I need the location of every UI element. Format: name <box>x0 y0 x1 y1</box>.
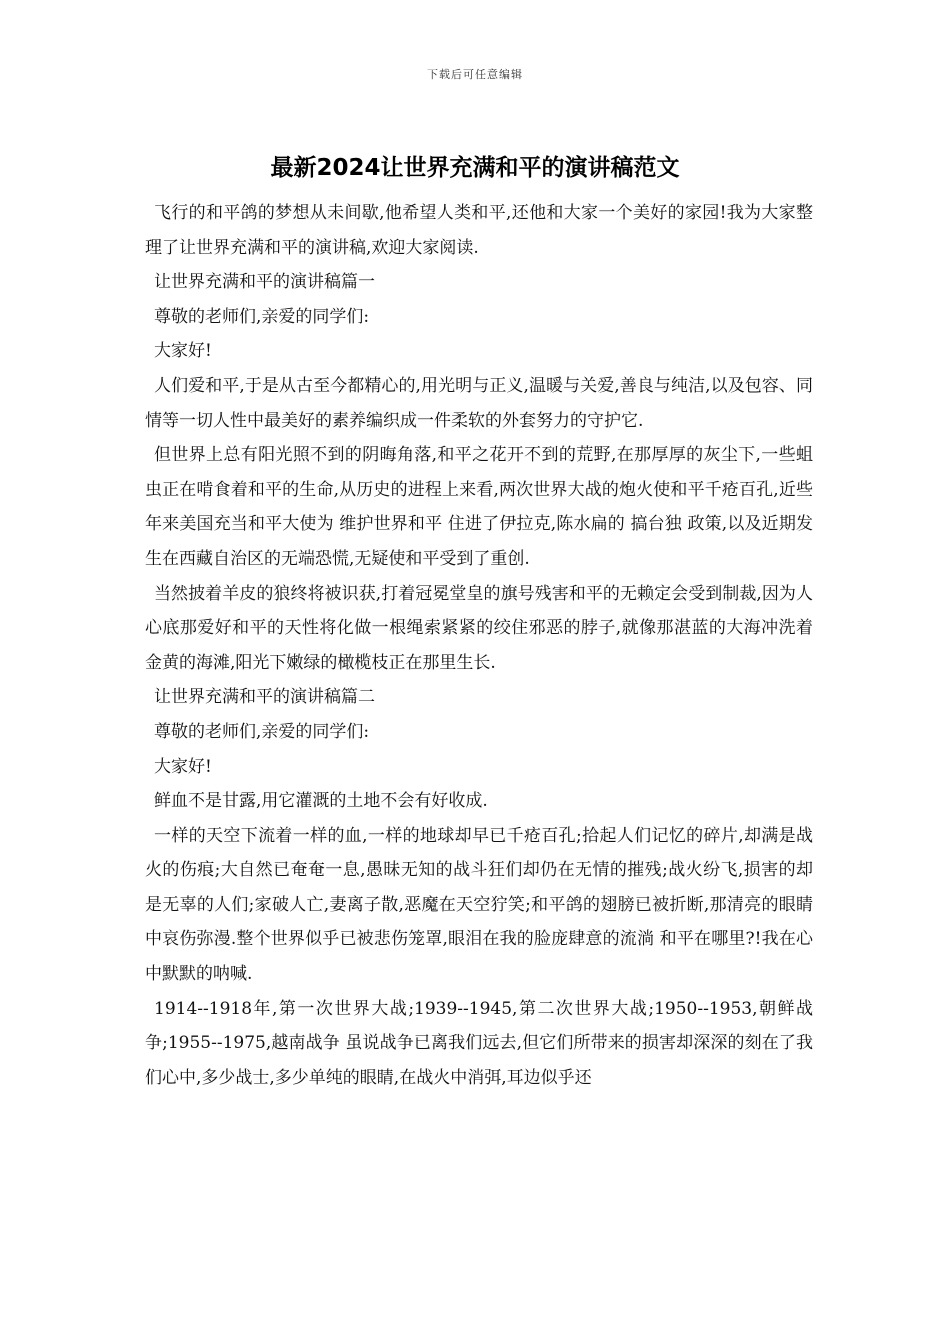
section-heading: 让世界充满和平的演讲稿篇一 <box>154 272 375 293</box>
document-body <box>145 196 813 1095</box>
paragraph: 一样的天空下流着一样的血,一样的地球却早已千疮百孔;拾起人们记忆的碎片,却满是战火的伤痕;大自然已奄奄一息,愚昧无知的战斗狂们却仍在无情的摧残;战火纷飞,损害的却是无辜的人们;家破人亡,妻离子散,恶魔在天空狞笑;和平鸽的翅膀已被折断,那清亮的眼睛中哀伤弥漫.整个世界似乎已被悲伤笼罩,眼泪在我的脸庞肆意的流淌 和平在哪里?!我在心中默默的呐喊. <box>145 825 813 985</box>
paragraph: 飞行的和平鸽的梦想从未间歇,他希望人类和平,还他和大家一个美好的家园!我为大家整理了让世界充满和平的演讲稿,欢迎大家阅读. <box>145 203 813 258</box>
document-title: 最新2024让世界充满和平的演讲稿范文 <box>270 155 680 181</box>
paragraph: 鲜血不是甘露,用它灌溉的土地不会有好收成. <box>154 791 488 812</box>
section-heading: 让世界充满和平的演讲稿篇二 <box>154 687 375 708</box>
paragraph: 但世界上总有阳光照不到的阴晦角落,和平之花开不到的荒野,在那厚厚的灰尘下,一些蛆虫正在啃食着和平的生命,从历史的进程上来看,两次世界大战的炮火使和平千疮百孔,近些年来美国充当和平大使为 维护世界和平 住进了伊拉克,陈水扁的 搞台独 政策,以及近期发生在西藏自治区的无端恐慌,无疑使和平受到了重创. <box>145 445 813 569</box>
paragraph: 1914--1918年,第一次世界大战;1939--1945,第二次世界大战;1950--1953,朝鲜战争;1955--1975,越南战争 虽说战争已离我们远去,但它们所带来的损害却深深的刻在了我们心中,多少战士,多少单纯的眼睛,在战火中消弭,耳边似乎还 <box>145 998 813 1088</box>
salutation: 尊敬的老师们,亲爱的同学们: <box>154 721 370 742</box>
paragraph: 人们爱和平,于是从古至今都精心的,用光明与正义,温暖与关爱,善良与纯洁,以及包容、同情等一切人性中最美好的素养编织成一件柔软的外套努力的守护它. <box>145 375 813 431</box>
greeting: 大家好! <box>154 341 212 362</box>
salutation: 尊敬的老师们,亲爱的同学们: <box>154 306 370 327</box>
greeting: 大家好! <box>154 756 212 777</box>
paragraph: 当然披着羊皮的狼终将被识获,打着冠冕堂皇的旗号残害和平的无赖定会受到制裁,因为人心底那爱好和平的天性将化做一根绳索紧紧的绞住邪恶的脖子,就像那湛蓝的大海冲洗着金黄的海滩,阳光下嫩绿的橄榄枝正在那里生长. <box>145 583 813 673</box>
page-header-note: 下载后可任意编辑 <box>427 68 523 81</box>
